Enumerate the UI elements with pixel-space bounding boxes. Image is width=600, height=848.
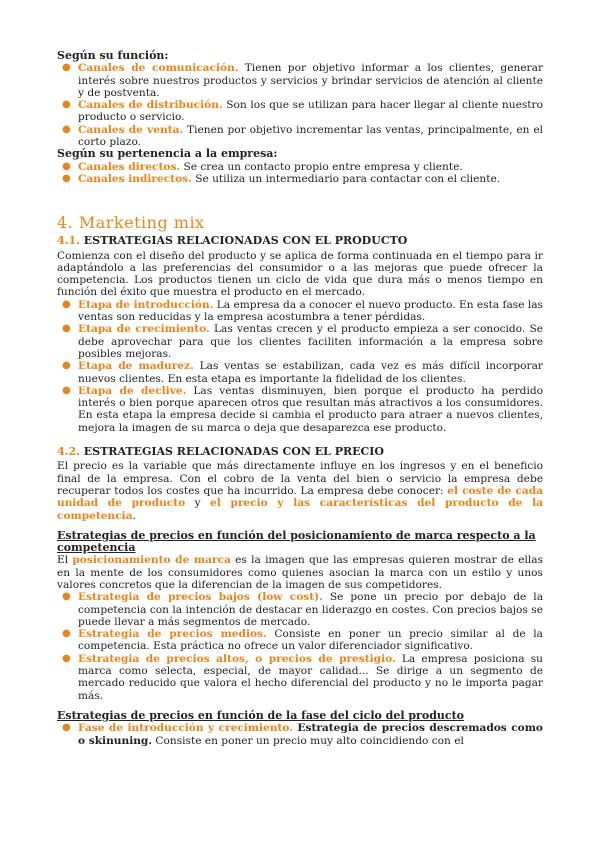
item-text: Se crea un contacto propio entre empresa y cliente. [180, 160, 463, 173]
list-item [57, 360, 543, 385]
subsection-title-precio [57, 446, 543, 458]
list-funcion [57, 62, 543, 148]
subsection-title-text: ESTRATEGIAS RELACIONADAS CON EL PRODUCTO [79, 234, 408, 248]
list-ciclo [57, 722, 543, 747]
item-text: Tienen por objetivo incrementar las ventas, principalmente, en el corto plazo. [78, 123, 543, 149]
item-text: Las ventas se estabilizan, cada vez es más difícil incorporar nuevos clientes. En esta etapa es importante la fidelidad de los clientes. [78, 360, 543, 385]
list-item [57, 653, 543, 702]
paragraph-posicionamiento [57, 554, 543, 591]
item-text: Consiste en poner un precio muy alto coincidiendo con el [152, 734, 464, 747]
item-text: La empresa da a conocer el nuevo producto. En esta fase las ventas son reducidas y la empresa acostumbra a tener pérdidas. [78, 298, 543, 324]
section-title-marketing-mix: 4. Marketing mix [57, 213, 205, 233]
text-run: El [57, 554, 73, 567]
term: Etapa de crecimiento. [78, 323, 210, 336]
list-item [57, 173, 543, 185]
term: Estrategia de precios bajos (low cost). [78, 591, 323, 604]
term: Estrategia de precios altos, o precios de prestigio. [78, 652, 396, 665]
text-run: El precio es la variable que más directamente influye en los ingresos y en el beneficio final de la empresa. Con el cobro de la venta del bien o servicio la empresa debe recuperar todos los costes que ha incurrido. La empresa debe conocer: [57, 460, 543, 497]
heading-ciclo: Estrategias de precios en función de la fase del ciclo del producto [57, 708, 464, 722]
list-item [57, 591, 543, 628]
bullet-icon: ● [62, 722, 71, 734]
heading-funcion: Según su función: [57, 49, 169, 62]
item-text: Las ventas disminuyen, bien porque el producto ha perdido interés o bien porque aparecen otros que resultan más atractivos a los consumidores. En esta etapa la empresa decide si cambia el producto para atraer a nuevos clientes, mejora la imagen de su marca o deja que desaparezca ese producto. [78, 384, 543, 434]
bullet-icon: ● [62, 323, 71, 335]
term: Canales de distribución. [78, 99, 223, 112]
text-run: . [132, 509, 136, 522]
list-precios [57, 591, 543, 702]
term: Etapa de madurez. [78, 360, 194, 373]
list-item [57, 323, 543, 360]
item-text: Se utiliza un intermediario para contactar con el cliente. [191, 172, 501, 185]
term: Canales directos. [78, 160, 181, 173]
bullet-icon: ● [62, 591, 71, 603]
term: Canales indirectos. [78, 172, 192, 185]
text-run: es la imagen que las empresas quieren mostrar de ellas en la mente de los consumidores como quienes asocian la marca con un estilo y unos valores concretos que la diferencian de la imagen de sus competidores. [57, 554, 544, 591]
item-text: Tienen por objetivo informar a los clientes, generar interés sobre nuestros productos y servicios y brindar servicios de atención al cliente y de postventa. [78, 62, 544, 99]
term: Etapa de introducción. [78, 298, 214, 311]
list-etapas [57, 299, 543, 434]
term: Etapa de declive. [78, 384, 187, 397]
term: Estrategia de precios medios. [78, 628, 267, 641]
list-item [57, 161, 543, 173]
text-run: y [185, 497, 210, 510]
subsection-title-producto [57, 235, 543, 247]
item-text: La empresa posiciona su marca como selecta, especial, de mayor calidad... Se dirige a un segmento de mercado reducido que valora el hecho diferencial del producto y no le importa pagar más. [78, 652, 543, 702]
highlight-text: el precio y las características del producto de la competencia [57, 497, 543, 522]
term: Fase de introducción y crecimiento. [78, 722, 293, 735]
subsection-number: 4.2. [57, 445, 80, 459]
bullet-icon: ● [62, 628, 71, 640]
list-item [57, 299, 543, 324]
item-text: Se pone un precio por debajo de la competencia con la intención de destacar en liderazgo en costes. Con precios bajos se puede llevar a más segmentos de mercado. [78, 591, 544, 628]
list-item [57, 124, 543, 149]
list-item [57, 385, 543, 434]
bullet-icon: ● [62, 652, 71, 664]
bullet-icon: ● [62, 160, 71, 172]
bullet-icon: ● [62, 360, 71, 372]
heading-posicionamiento: Estrategias de precios en función del posicionamiento de marca respecto a la competencia [57, 528, 536, 555]
highlight-text: el coste de cada unidad de producto [57, 484, 543, 510]
heading-pertenencia: Según su pertenencia a la empresa: [57, 147, 278, 161]
bullet-icon: ● [62, 384, 71, 396]
term: Canales de venta. [78, 123, 184, 136]
subsection-title-text: ESTRATEGIAS RELACIONADAS CON EL PRECIO [79, 445, 384, 459]
term: Canales de comunicación. [78, 62, 239, 75]
page-content [57, 50, 543, 747]
list-pertenencia [57, 161, 543, 186]
subsection-number: 4.1. [57, 234, 80, 248]
bullet-icon: ● [62, 298, 71, 310]
bold-text: Estrategia de precios descremados como o skinuning. [78, 722, 543, 747]
list-item [57, 628, 543, 653]
item-text: Consiste en poner un precio similar al de la competencia. Esta práctica no ofrece un valor diferenciador significativo. [78, 628, 543, 653]
bullet-icon: ● [62, 99, 71, 111]
item-text: Las ventas crecen y el producto empieza a ser conocido. Se debe aprovechar para que los clientes faciliten información a la empresa sobre posibles mejoras. [78, 323, 543, 360]
paragraph-producto: Comienza con el diseño del producto y se aplica de forma continuada en el tiempo para ir adaptándolo a las preferencias del consumidor o a las mejoras que puede ofrecer la competencia. Los productos tienen un ciclo de vida que dura más o menos tiempo en función del éxito que muestra el producto en el mercado. [57, 249, 543, 299]
item-text: Son los que se utilizan para hacer llegar al cliente nuestro producto o servicio. [78, 99, 543, 124]
highlight-text: posicionamiento de marca [72, 554, 231, 567]
paragraph-precio [57, 460, 543, 521]
list-item [57, 722, 543, 747]
bullet-icon: ● [62, 172, 71, 184]
list-item [57, 62, 543, 99]
list-item [57, 99, 543, 124]
bullet-icon: ● [62, 123, 71, 135]
bullet-icon: ● [62, 62, 71, 74]
